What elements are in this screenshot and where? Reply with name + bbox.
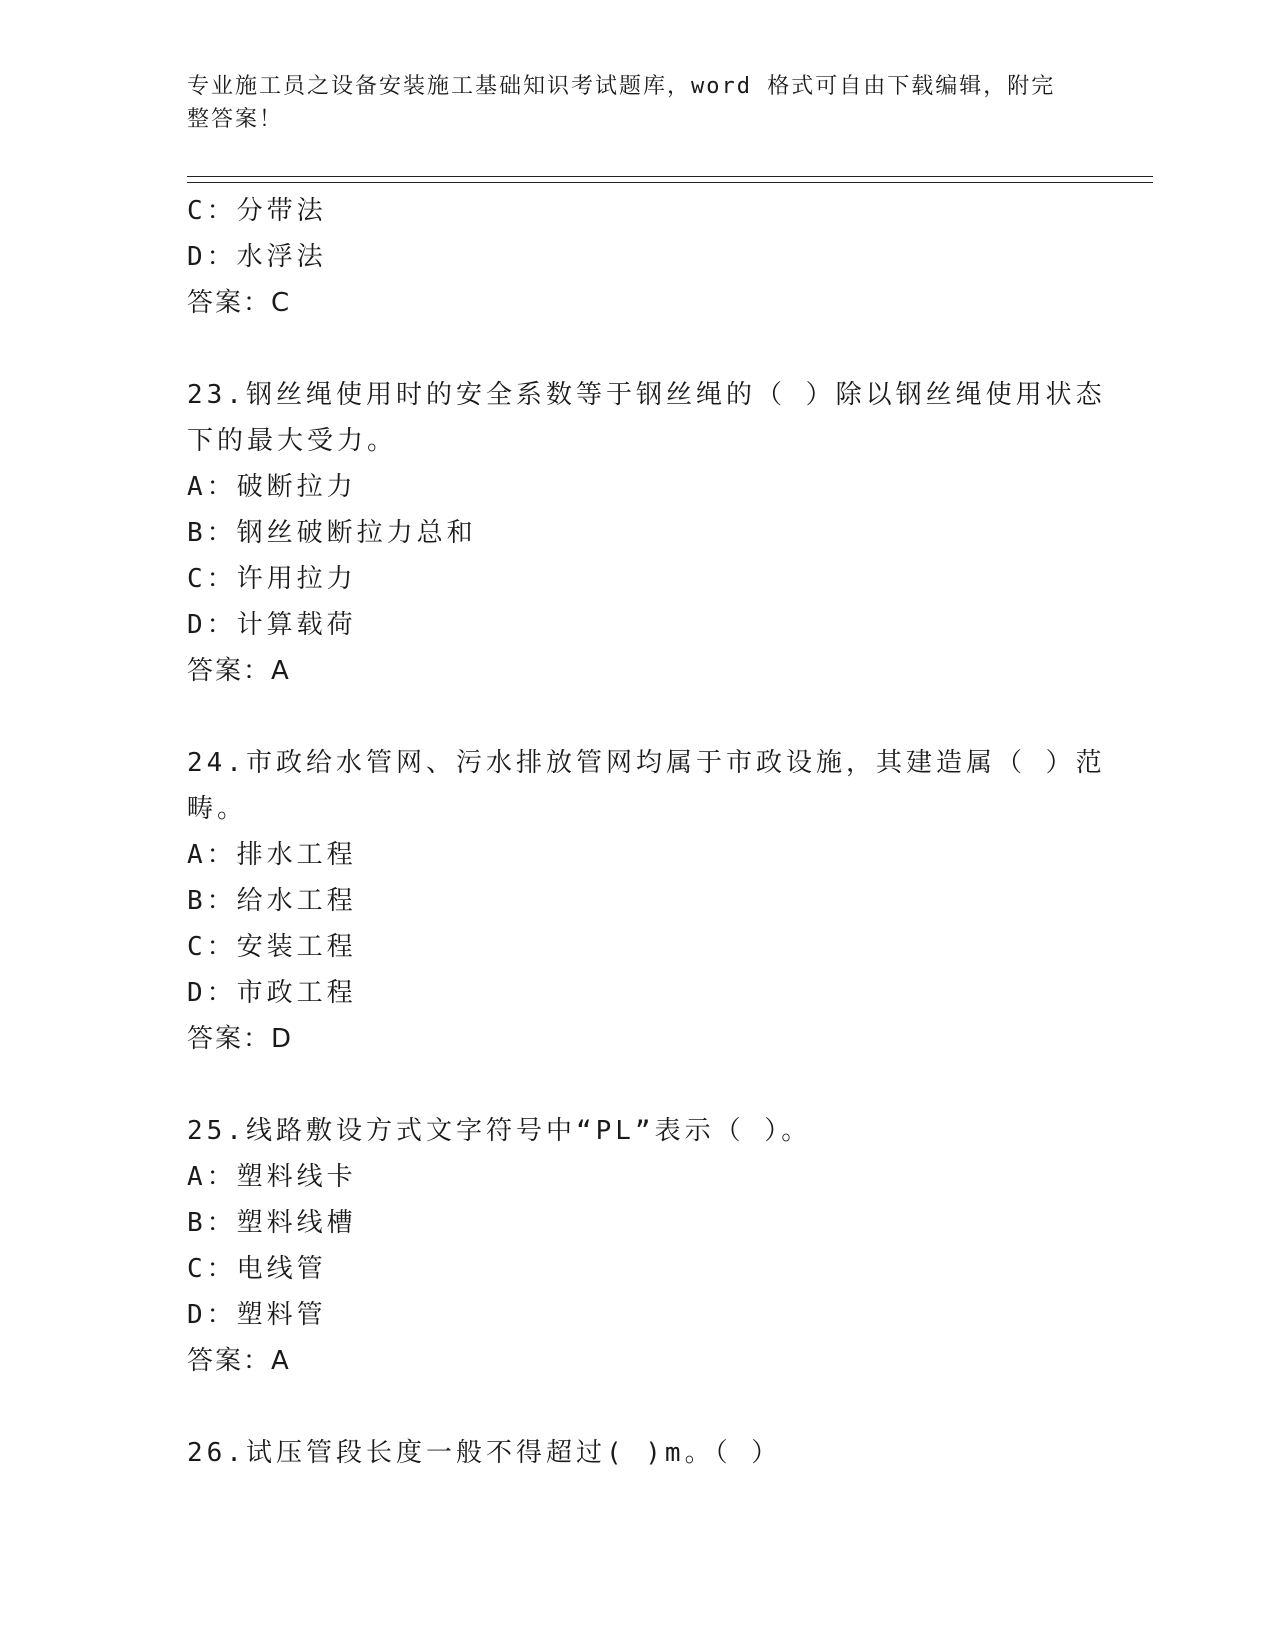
- spacer: [187, 326, 1087, 372]
- q25-option-c: C：电线管: [187, 1254, 327, 1284]
- question-22: [187, 188, 1087, 326]
- document-header: [187, 70, 1067, 136]
- q24-stem-line-1: 24.市政给水管网、污水排放管网均属于市政设施，其建造属（ ）范: [187, 748, 1106, 778]
- question-25: [187, 1108, 1087, 1384]
- q25-option-d: D：塑料管: [187, 1300, 327, 1330]
- q24-stem-line-2: 畴。: [187, 794, 248, 824]
- q25-stem-line-1: 25.线路敷设方式文字符号中“PL”表示（ ）。: [187, 1116, 812, 1146]
- header-rule-bottom: [187, 182, 1153, 183]
- q23-answer: 答案：A: [187, 656, 291, 686]
- q24-option-b: B：给水工程: [187, 886, 357, 916]
- q23-option-c: C：许用拉力: [187, 564, 357, 594]
- question-24: [187, 740, 1106, 1062]
- q25-option-a: A：塑料线卡: [187, 1162, 357, 1192]
- q23-option-b: B：钢丝破断拉力总和: [187, 518, 477, 548]
- question-list: [187, 188, 1106, 1476]
- spacer: [187, 1062, 1087, 1108]
- question-26: [187, 1430, 1087, 1476]
- q25-option-b: B：塑料线槽: [187, 1208, 357, 1238]
- q22-option-d: D：水浮法: [187, 242, 327, 272]
- header-rule-top: [187, 176, 1153, 177]
- header-line-1: 专业施工员之设备安装施工基础知识考试题库，word 格式可自由下载编辑，附完: [187, 74, 1056, 99]
- q25-answer: 答案：A: [187, 1346, 291, 1376]
- q23-stem-line-1: 23.钢丝绳使用时的安全系数等于钢丝绳的（ ）除以钢丝绳使用状态: [187, 380, 1106, 410]
- header-line-2: 整答案！: [187, 107, 284, 132]
- spacer: [187, 694, 1087, 740]
- q24-option-d: D：市政工程: [187, 978, 357, 1008]
- q24-answer: 答案：D: [187, 1024, 294, 1054]
- q23-stem-line-2: 下的最大受力。: [187, 426, 398, 456]
- q26-stem-line-1: 26.试压管段长度一般不得超过( )m。（ ）: [187, 1438, 782, 1468]
- q23-option-d: D：计算载荷: [187, 610, 357, 640]
- q22-option-c: C：分带法: [187, 196, 327, 226]
- q22-answer: 答案：C: [187, 288, 292, 318]
- q24-option-a: A：排水工程: [187, 840, 357, 870]
- spacer: [187, 1384, 1087, 1430]
- q24-option-c: C：安装工程: [187, 932, 357, 962]
- question-23: [187, 372, 1106, 694]
- q23-option-a: A：破断拉力: [187, 472, 357, 502]
